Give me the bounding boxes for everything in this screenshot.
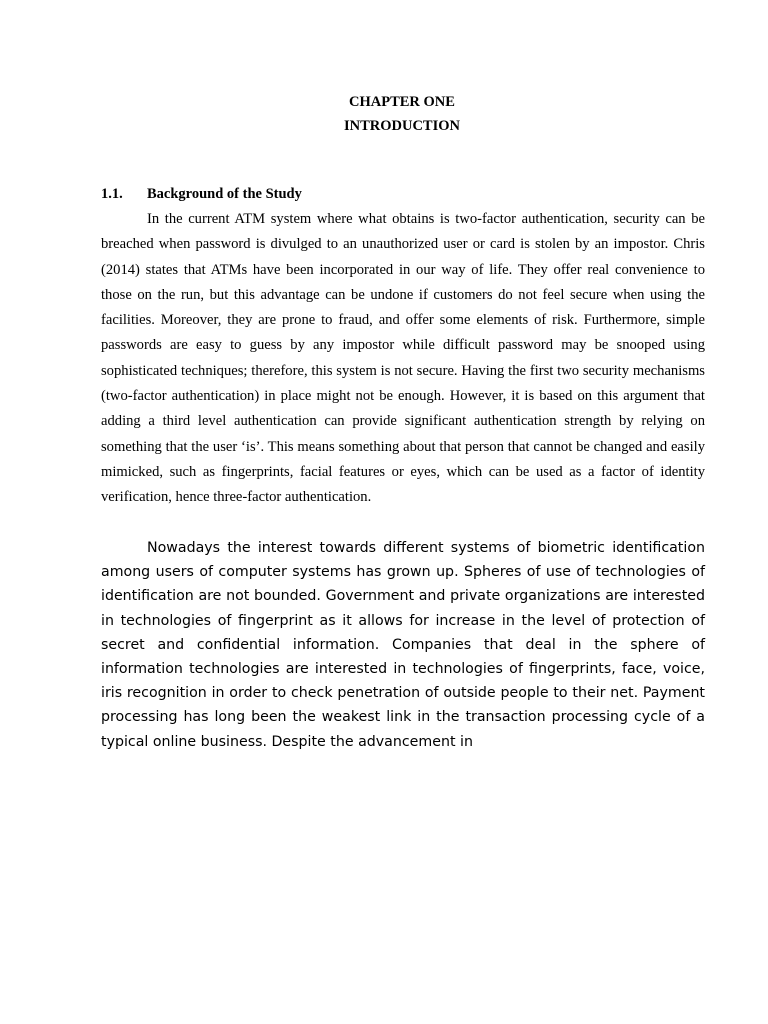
- paragraph-biometrics: [101, 536, 705, 754]
- chapter-number: CHAPTER ONE: [349, 94, 455, 110]
- section-heading: [101, 185, 302, 203]
- paragraph-biometrics-body: Nowadays the interest towards different systems of biometric identification among users of computer systems has grown up. Spheres of use of technologies of identification are not bounded. Government and private organizations are interested in technologies of fingerprint as it allows for increase in the level of protection of secret and confidential information. Companies that deal in the sphere of information technologies are interested in technologies of fingerprints, face, voice, iris recognition in order to check penetration of outside people to their net. Payment processing has long been the weakest link in the transaction processing cycle of a typical online business.: [101, 540, 705, 750]
- chapter-title: INTRODUCTION: [343, 118, 460, 134]
- section-title: Background of the Study: [147, 186, 302, 202]
- section-number: 1.1.: [101, 186, 123, 202]
- paragraph-biometrics-tail: Despite the advancement in: [271, 733, 473, 750]
- paragraph-background: In the current ATM system where what obtains is two-factor authentication, security can be breached when password is divulged to an unauthorized user or card is stolen by an impostor. Chris (2014) states that ATMs have been incorporated in our way of life. They offer real convenience to those on the run, but this advantage can be undone if customers do not feel secure when using the facilities. Moreover, they are prone to fraud, and offer some elements of risk. Furthermore, simple passwords are easy to guess by any impostor while difficult password may be snooped using sophisticated techniques; therefore, this system is not secure. Having the first two security mechanisms (two-factor authentication) in place might not be enough. However, it is based on this argument that adding a third level authentication can provide significant authentication strength by relying on something that the user ‘is’. This means something about that person that cannot be changed and easily mimicked, such as fingerprints, facial features or eyes, which can be used as a factor of identity verification, hence three-factor authentication.: [101, 211, 705, 506]
